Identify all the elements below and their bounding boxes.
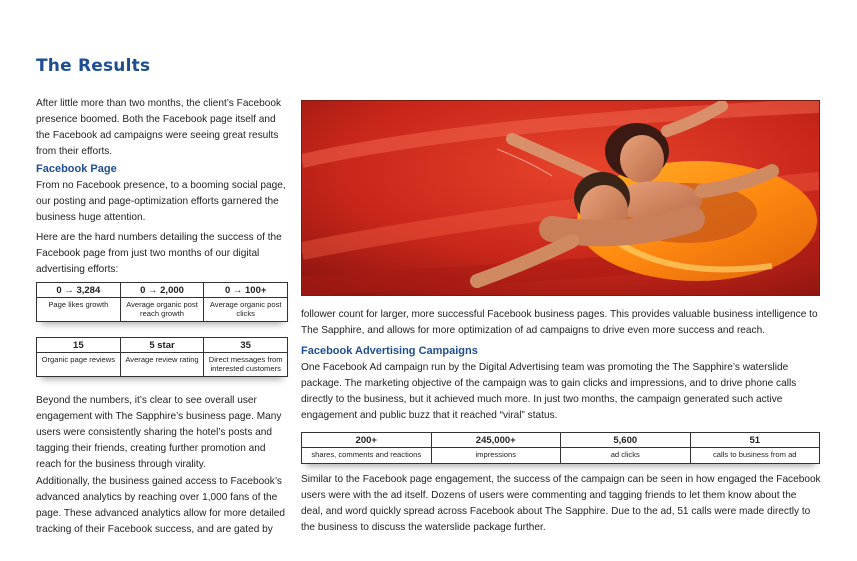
stat-cell: [204, 338, 287, 376]
facebook-page-paragraph-4-continued: follower count for larger, more successful Facebook business pages. This provides valuable business intelligence to The Sapphire, and allows for more optimization of ad campaigns to drive even more success and reach.: [301, 309, 818, 336]
facebook-page-paragraph-4: Additionally, the business gained access to Facebook’s advanced analytics by reaching over 1,000 fans of the page. These advanced analytics allow for more detailed tracking of their Facebook success, and are gated by: [36, 476, 285, 535]
page-title: The Results: [36, 56, 151, 76]
stat-value: 0 → 3,284: [37, 283, 120, 298]
ads-paragraph-2: Similar to the Facebook page engagement, the success of the campaign can be seen in how engaged the Facebook users were with the ad itself. Dozens of users were commenting and tagging friends to let them know about the deal, and word quickly spread across Facebook about The Sapphire. Due to the ad, 51 calls were made directly to the business to discuss the waterslide package further.: [301, 474, 821, 533]
stat-label: Average review rating: [125, 355, 199, 364]
stat-value: 5 star: [121, 338, 204, 353]
facebook-page-paragraph-3: Beyond the numbers, it’s clear to see overall user engagement with The Sapphire’s business page. Many users were consistently sharing the hotel’s posts and tagging their friends, creating further promotion and reach for the business through virality.: [36, 395, 282, 470]
stat-label: impressions: [475, 450, 516, 459]
stat-value: 0 → 2,000: [121, 283, 204, 298]
stat-label: Average organic post reach growth: [126, 300, 198, 318]
stat-value: 0 → 100+: [204, 283, 287, 298]
stat-value: 245,000+: [432, 433, 561, 448]
facebook-page-paragraph-2: Here are the hard numbers detailing the success of the Facebook page from just two months of our digital advertising efforts:: [36, 232, 282, 275]
stat-label: Page likes growth: [48, 300, 109, 309]
page-stats-row-1: [36, 282, 288, 322]
ads-heading: Facebook Advertising Campaigns: [301, 345, 478, 357]
ads-paragraph-1: One Facebook Ad campaign run by the Digital Advertising team was promoting the The Sapphire’s waterslide package. The marketing objective of the campaign was to gain clicks and impressions, and to drive phone calls directly to the business, but it achieved much more. In just two months, the campaign generated such active engagement and public buzz that it reached “viral” status.: [301, 362, 797, 421]
stat-value: 35: [204, 338, 287, 353]
waterslide-photo: [301, 100, 820, 296]
stat-cell: [561, 433, 691, 463]
stat-value: 5,600: [561, 433, 690, 448]
stat-label: Direct messages from interested customers: [208, 355, 283, 373]
facebook-page-paragraph-1: From no Facebook presence, to a booming social page, our posting and page-optimization efforts garnered the business huge attention.: [36, 180, 286, 223]
stat-cell: [121, 283, 205, 321]
stat-cell: [204, 283, 287, 321]
intro-paragraph: After little more than two months, the client’s Facebook presence boomed. Both the Facebook page itself and the Facebook ad campaigns were seeing great results from their efforts.: [36, 98, 281, 157]
stat-label: ad clicks: [610, 450, 640, 459]
stat-label: shares, comments and reactions: [311, 450, 422, 459]
facebook-page-heading: Facebook Page: [36, 163, 117, 175]
stat-value: 15: [37, 338, 120, 353]
stat-cell: [302, 433, 432, 463]
waterslide-illustration: [302, 101, 819, 295]
stat-value: 51: [691, 433, 820, 448]
stat-cell: [691, 433, 820, 463]
stat-cell: [121, 338, 205, 376]
stat-cell: [37, 338, 121, 376]
ads-stats-row: [301, 432, 820, 464]
stat-value: 200+: [302, 433, 431, 448]
stat-cell: [432, 433, 562, 463]
page-stats-row-2: [36, 337, 288, 377]
stat-label: calls to business from ad: [712, 450, 797, 459]
stat-cell: [37, 283, 121, 321]
stat-label: Organic page reviews: [41, 355, 116, 364]
stat-label: Average organic post clicks: [209, 300, 282, 318]
